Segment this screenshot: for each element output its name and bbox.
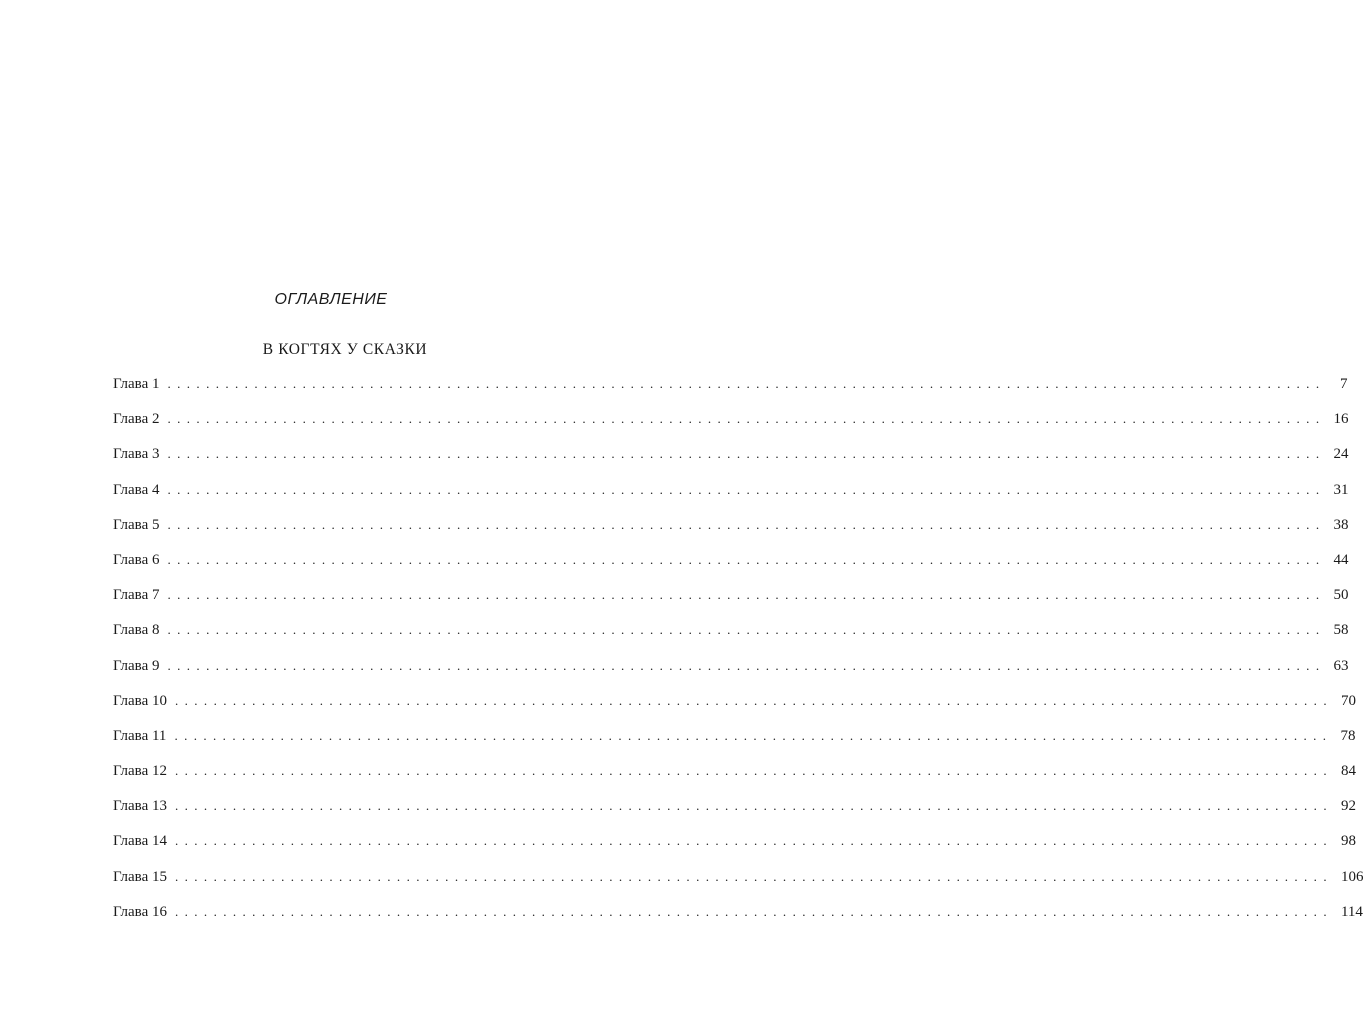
- toc-entry[interactable]: [113, 587, 1349, 622]
- toc-leader-dots: ........................................................................................................................: [167, 622, 1326, 638]
- toc-entry-label: Глава 16: [113, 903, 167, 920]
- toc-entry[interactable]: [113, 763, 1356, 798]
- toc-entry[interactable]: [113, 481, 1349, 517]
- toc-entry[interactable]: [113, 411, 1349, 446]
- toc-leader-dots: ........................................................................................................................: [174, 763, 1333, 779]
- toc-entry[interactable]: [113, 692, 1356, 728]
- toc-entry-page: 70: [1340, 692, 1356, 709]
- toc-entry-label: Глава 1: [113, 376, 160, 392]
- toc-leader-dots: ........................................................................................................................: [174, 692, 1333, 708]
- toc-entry-page: 106: [1340, 868, 1363, 885]
- toc-entry-page: 98: [1340, 833, 1356, 850]
- toc-entry-label: Глава 14: [113, 833, 167, 850]
- toc-entry-page: 114: [1340, 903, 1363, 920]
- toc-entry-page: 31: [1333, 481, 1349, 498]
- toc-leader-dots: ........................................................................................................................: [174, 798, 1333, 814]
- toc-entry-label: Глава 10: [113, 692, 167, 709]
- toc-entry[interactable]: [113, 727, 1356, 763]
- toc-entry-page: 84: [1340, 763, 1356, 780]
- toc-heading: ОГЛАВЛЕНИЕ: [274, 291, 388, 308]
- toc-leader-dots: ........................................................................................................................: [167, 551, 1326, 567]
- toc-entry[interactable]: [113, 798, 1356, 833]
- toc-entry-page: 63: [1333, 657, 1349, 674]
- toc-leader-dots: ........................................................................................................................: [174, 727, 1333, 743]
- toc-entry-page: 50: [1333, 587, 1349, 604]
- toc-entry[interactable]: [113, 868, 1363, 904]
- toc-entry[interactable]: [113, 622, 1349, 657]
- toc-entry-page: 44: [1333, 551, 1349, 568]
- toc-entry[interactable]: [113, 833, 1356, 868]
- toc-entry-page: 24: [1333, 446, 1349, 463]
- toc-leader-dots: ........................................................................................................................: [174, 833, 1333, 849]
- toc-entry-label: Глава 5: [113, 516, 160, 533]
- toc-leader-dots: ........................................................................................................................: [174, 868, 1333, 884]
- toc-entry-label: Глава 3: [113, 446, 160, 463]
- toc-entry-label: Глава 7: [113, 587, 160, 604]
- toc-entry-label: Глава 13: [113, 798, 167, 815]
- toc-entry-page: 78: [1340, 727, 1356, 744]
- toc-entry-label: Глава 15: [113, 868, 167, 885]
- toc-entry-page: 92: [1340, 798, 1356, 815]
- toc-leader-dots: ........................................................................................................................: [167, 411, 1326, 427]
- toc-entry-page: 16: [1333, 411, 1349, 428]
- toc-entry[interactable]: [113, 516, 1349, 552]
- toc-entry-label: Глава 6: [113, 551, 160, 568]
- toc-entry-label: Глава 4: [113, 481, 160, 498]
- table-of-contents: [113, 376, 1363, 939]
- toc-entry[interactable]: [113, 446, 1349, 481]
- toc-leader-dots: ........................................................................................................................: [167, 587, 1326, 603]
- toc-entry-label: Глава 11: [113, 727, 167, 744]
- toc-entry-page: 7: [1339, 376, 1348, 392]
- toc-entry[interactable]: [113, 551, 1349, 587]
- toc-leader-dots: ........................................................................................................................: [167, 446, 1326, 462]
- section-title: В КОГТЯХ У СКАЗКИ: [262, 341, 428, 358]
- toc-entry-label: Глава 2: [113, 411, 160, 428]
- toc-entry[interactable]: [113, 376, 1348, 411]
- toc-leader-dots: ........................................................................................................................: [167, 376, 1326, 391]
- toc-entry-label: Глава 12: [113, 763, 167, 780]
- toc-entry[interactable]: [113, 903, 1363, 939]
- toc-entry-label: Глава 9: [113, 657, 160, 674]
- toc-entry[interactable]: [113, 657, 1349, 693]
- toc-entry-label: Глава 8: [113, 622, 160, 639]
- toc-leader-dots: ........................................................................................................................: [167, 657, 1326, 673]
- toc-entry-page: 58: [1333, 622, 1349, 639]
- toc-leader-dots: ........................................................................................................................: [167, 481, 1326, 497]
- toc-entry-page: 38: [1333, 516, 1349, 533]
- toc-leader-dots: ........................................................................................................................: [167, 516, 1326, 532]
- toc-leader-dots: ........................................................................................................................: [174, 903, 1333, 919]
